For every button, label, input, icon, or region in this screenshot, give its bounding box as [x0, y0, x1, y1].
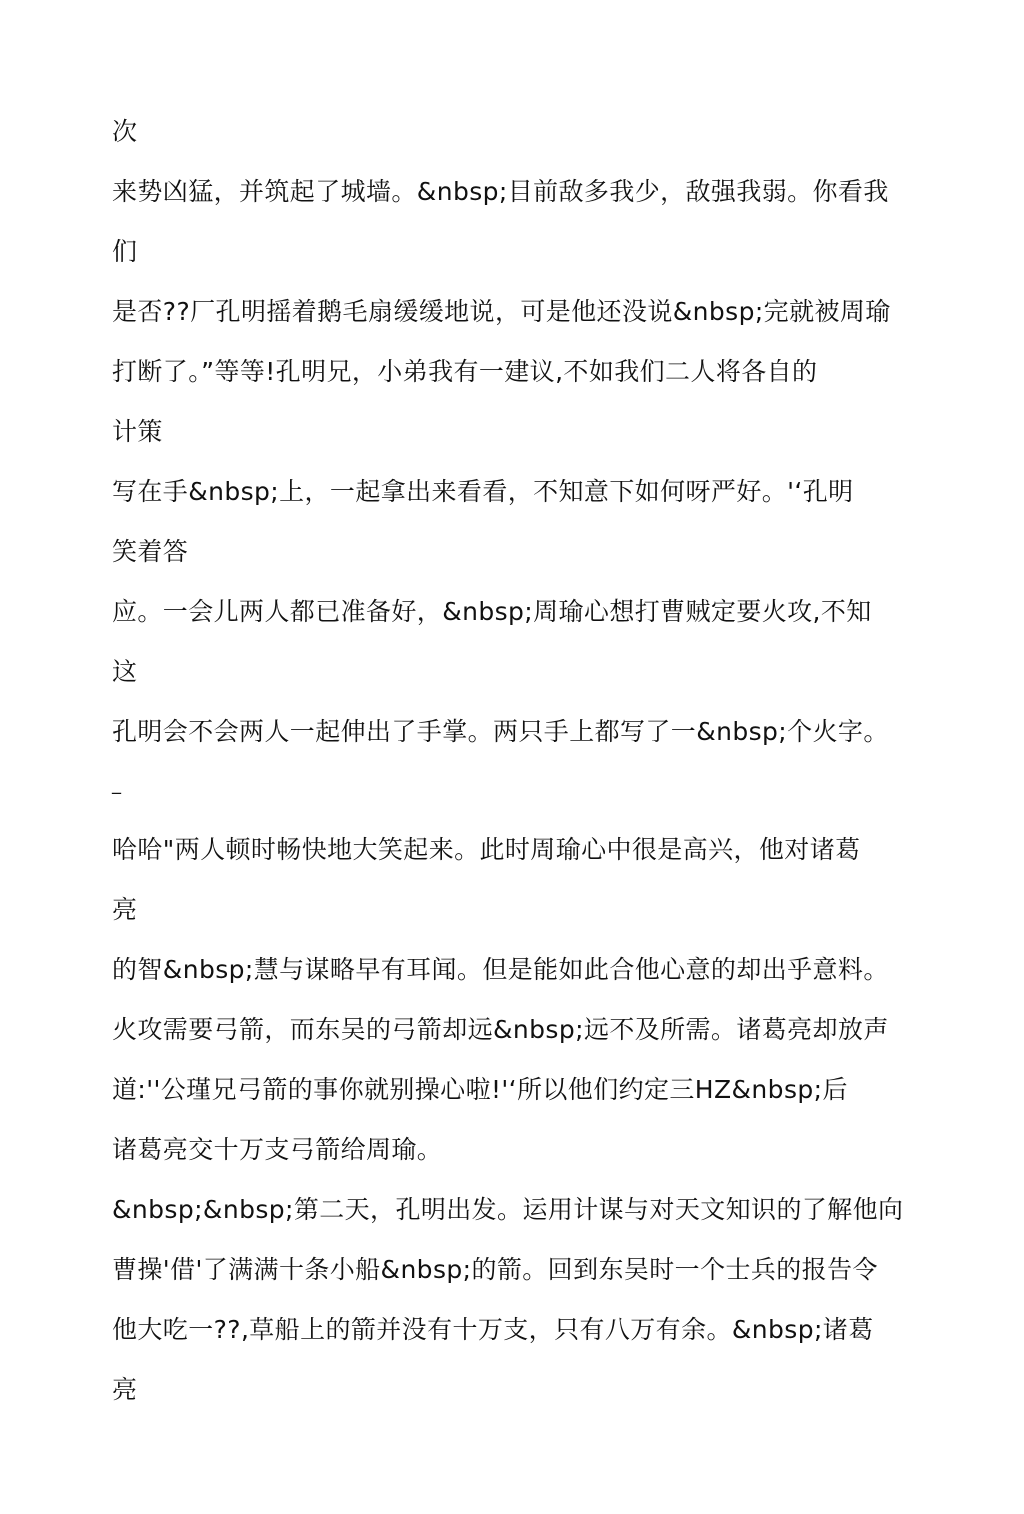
- text-line: 计策: [112, 417, 163, 446]
- text-line: 孔明会不会两人一起伸出了手掌。两只手上都写了一&nbsp;个火字。: [112, 717, 889, 746]
- text-line: 火攻需要弓箭，而东吴的弓箭却远&nbsp;远不及所需。诸葛亮却放声: [112, 1015, 889, 1044]
- text-line: 哈哈"两人顿时畅快地大笑起来。此时周瑜心中很是高兴，他对诸葛: [112, 835, 861, 864]
- text-line: 道:''公瑾兄弓箭的事你就别操心啦!'‘所以他们约定三HZ&nbsp;后: [112, 1075, 848, 1104]
- text-line: 亮: [112, 1375, 138, 1404]
- text-line: 他大吃一??,草船上的箭并没有十万支，只有八万有余。&nbsp;诸葛: [112, 1315, 874, 1344]
- text-line: 笑着答: [112, 537, 189, 566]
- text-line: 这: [112, 657, 138, 686]
- text-line: 诸葛亮交十万支弓箭给周瑜。: [112, 1135, 443, 1164]
- text-line: 是否??厂孔明摇着鹅毛扇缓缓地说，可是他还没说&nbsp;完就被周瑜: [112, 297, 891, 326]
- text-line: _: [112, 774, 122, 795]
- text-line: 曹操'借'了满满十条小船&nbsp;的箭。回到东吴时一个士兵的报告令: [112, 1255, 878, 1284]
- text-line: 打断了。”等等!孔明兄，小弟我有一建议,不如我们二人将各自的: [112, 357, 818, 386]
- text-line: 来势凶猛，并筑起了城墙。&nbsp;目前敌多我少，敌强我弱。你看我: [112, 177, 889, 206]
- text-line: &nbsp;&nbsp;第二天，孔明出发。运用计谋与对天文知识的了解他向: [112, 1195, 904, 1224]
- text-line: 应。一会儿两人都已准备好，&nbsp;周瑜心想打曹贼定要火攻,不知: [112, 597, 872, 626]
- text-line: 次: [112, 117, 138, 146]
- text-line: 写在手&nbsp;上，一起拿出来看看，不知意下如何呀严好。'‘孔明: [112, 477, 854, 506]
- text-line: 的智&nbsp;慧与谋略早有耳闻。但是能如此合他心意的却出乎意料。: [112, 955, 889, 984]
- text-line: 们: [112, 237, 138, 266]
- text-line: 亮: [112, 895, 138, 924]
